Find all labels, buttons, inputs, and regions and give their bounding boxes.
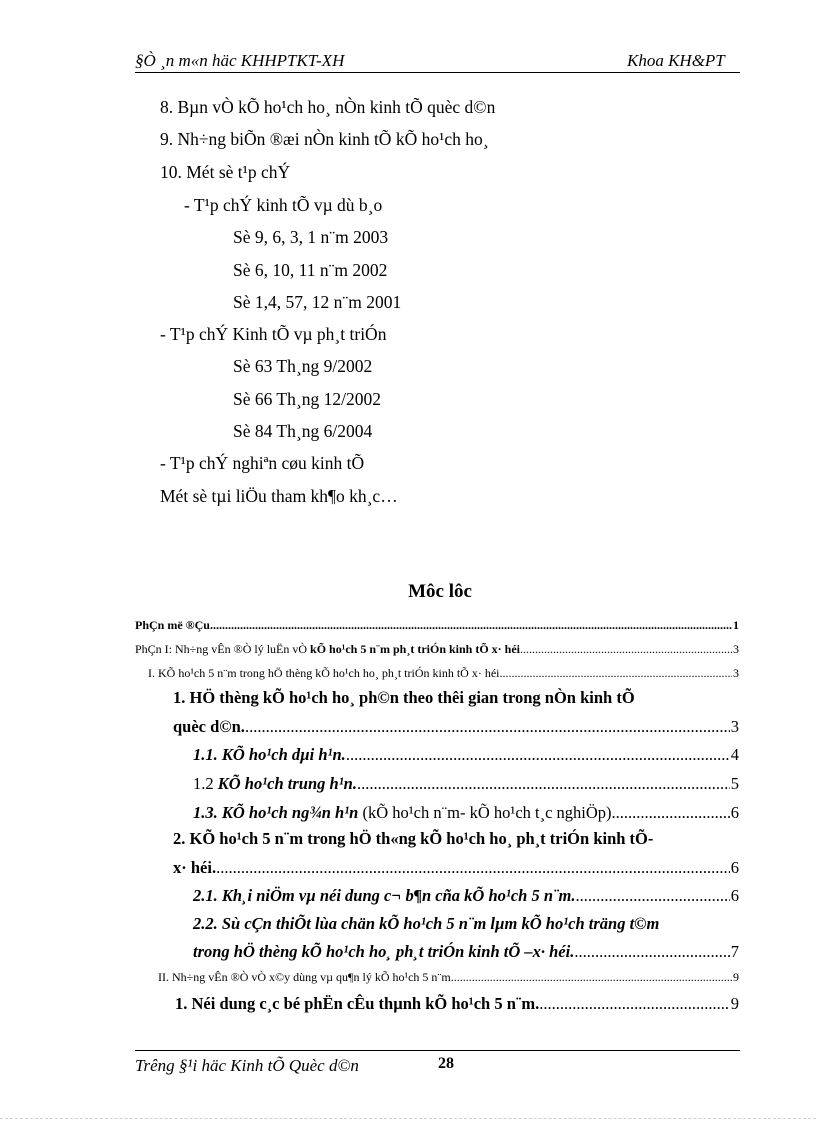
page-break-line [0,1118,816,1119]
body-line: Sè 84 Th¸ng 6/2004 [233,421,373,441]
toc-entry-text: 2.1. Kh¸i niÖm vµ néi dung c¬ b¶n cña kÕ ho¹ch 5 n¨m. [193,886,576,905]
toc-entry[interactable] [158,970,739,985]
toc-page-number: 6 [730,858,739,877]
toc-entry[interactable] [193,745,739,765]
header-rule [135,72,740,73]
toc-entry[interactable] [173,717,739,737]
body-line: 9. Nh÷ng biÕn ®æi nÒn kinh tÕ kÕ ho¹ch ho¸ [160,129,489,149]
body-line: - T¹p chÝ kinh tÕ vµ dù b¸o [184,195,383,215]
toc-entry-text: 1.1. KÕ ho¹ch dµi h¹n. [193,745,346,764]
toc-leader [575,886,729,906]
toc-page-number: 6 [730,803,739,822]
toc-leader [245,717,730,737]
header-left-title: §Ò ¸n m«n häc KHHPTKT-XH [135,51,345,70]
toc-entry-text[interactable]: 2.2. Sù cÇn thiÕt lùa chän kÕ ho¹ch 5 n¨m lµm kÕ ho¹ch träng t©m [193,914,660,933]
toc-leader [216,858,730,878]
toc-leader [357,774,730,794]
toc-page-number: 7 [730,942,739,961]
toc-entry[interactable] [173,858,739,878]
footer-page-number: 28 [438,1055,454,1072]
toc-page-number: 1 [733,618,739,632]
body-line: - T¹p chÝ Kinh tÕ vµ ph¸t triÓn [160,324,387,344]
body-line: Sè 9, 6, 3, 1 n¨m 2003 [233,227,389,247]
toc-entry-text: trong hÖ thèng kÕ ho¹ch ho¸ ph¸t triÓn kinh tÕ –x· héi. [193,942,575,961]
toc-leader [520,642,732,657]
toc-title: Môc lôc [408,581,472,602]
toc-page-number: 3 [733,642,739,656]
toc-entry-text-emphasis: KÕ ho¹ch trung h¹n. [217,774,357,793]
body-line: Sè 66 Th¸ng 12/2002 [233,389,381,409]
body-line: Sè 63 Th¸ng 9/2002 [233,356,373,376]
toc-entry-text: 1.2 [193,774,218,793]
body-line: 8. Bµn vÒ kÕ ho¹ch ho¸ nÒn kinh tÕ quèc d©n [160,97,496,117]
body-line: Sè 1,4, 57, 12 n¨m 2001 [233,292,402,312]
toc-page-number: 6 [730,886,739,905]
footer-rule [135,1050,740,1051]
header-right-title: Khoa KH&PT [627,51,725,70]
body-line: Mét sè tµi liÖu tham kh¶o kh¸c… [160,486,398,506]
toc-leader [502,666,732,681]
body-line: 10. Mét sè t¹p chÝ [160,162,291,182]
toc-entry-text: x· héi. [173,858,217,877]
toc-page-number: 9 [730,994,739,1013]
toc-entry-text-bold: kÕ ho¹ch 5 n¨m ph¸t triÓn kinh tÕ x· héi [310,642,521,656]
toc-entry[interactable] [193,886,739,906]
toc-entry-text: (kÕ ho¹ch n¨m- kÕ ho¹ch t¸c nghiÖp). [358,803,616,822]
toc-entry-text: quèc d©n. [173,717,245,736]
toc-leader [210,618,732,633]
body-line: - T¹p chÝ nghiªn cøu kinh tÕ [160,453,365,473]
toc-entry-text[interactable]: 2. KÕ ho¹ch 5 n¨m trong hÖ th«ng kÕ ho¹ch ho¸ ph¸t triÓn kinh tÕ- [173,829,654,848]
toc-entry[interactable] [193,803,739,823]
toc-leader [539,994,730,1014]
toc-entry-text-emphasis: 1.3. KÕ ho¹ch ng¾n h¹n [193,803,359,822]
toc-page-number: 5 [730,774,739,793]
toc-leader [574,942,729,962]
toc-leader [451,970,732,985]
toc-entry[interactable] [193,942,739,962]
toc-entry[interactable] [135,642,739,657]
toc-entry-text: PhÇn I: Nh÷ng vÊn ®Ò lý luËn vÒ [135,642,311,656]
toc-entry-text: 1. Néi dung c¸c bé phËn cÊu thµnh kÕ ho¹ch 5 n¨m. [175,994,540,1013]
toc-entry[interactable] [193,774,739,794]
toc-entry[interactable] [175,994,739,1014]
toc-leader [616,803,730,823]
toc-entry[interactable] [135,618,739,633]
toc-entry-text: I. KÕ ho¹ch 5 n¨m trong hÖ thèng kÕ ho¹ch ho¸ ph¸t triÓn kinh tÕ x· héi. [148,666,503,680]
body-line: Sè 6, 10, 11 n¨m 2002 [233,260,388,280]
footer-university: Trêng §¹i häc Kinh tÕ Quèc d©n [135,1056,359,1075]
toc-page-number: 3 [733,666,739,680]
toc-entry-text: PhÇn më ®Çu [135,618,210,632]
toc-entry-text[interactable]: 1. HÖ thèng kÕ ho¹ch ho¸ ph©n theo thêi gian trong nÒn kinh tÕ [173,688,635,707]
toc-page-number: 3 [730,717,739,736]
toc-page-number: 4 [730,745,739,764]
toc-page-number: 9 [733,970,739,984]
toc-entry[interactable] [148,666,739,681]
toc-entry-text: II. Nh÷ng vÊn ®Ò vÒ x©y dùng vµ qu¶n lý kÕ ho¹ch 5 n¨m [158,970,451,984]
toc-leader [346,745,730,765]
